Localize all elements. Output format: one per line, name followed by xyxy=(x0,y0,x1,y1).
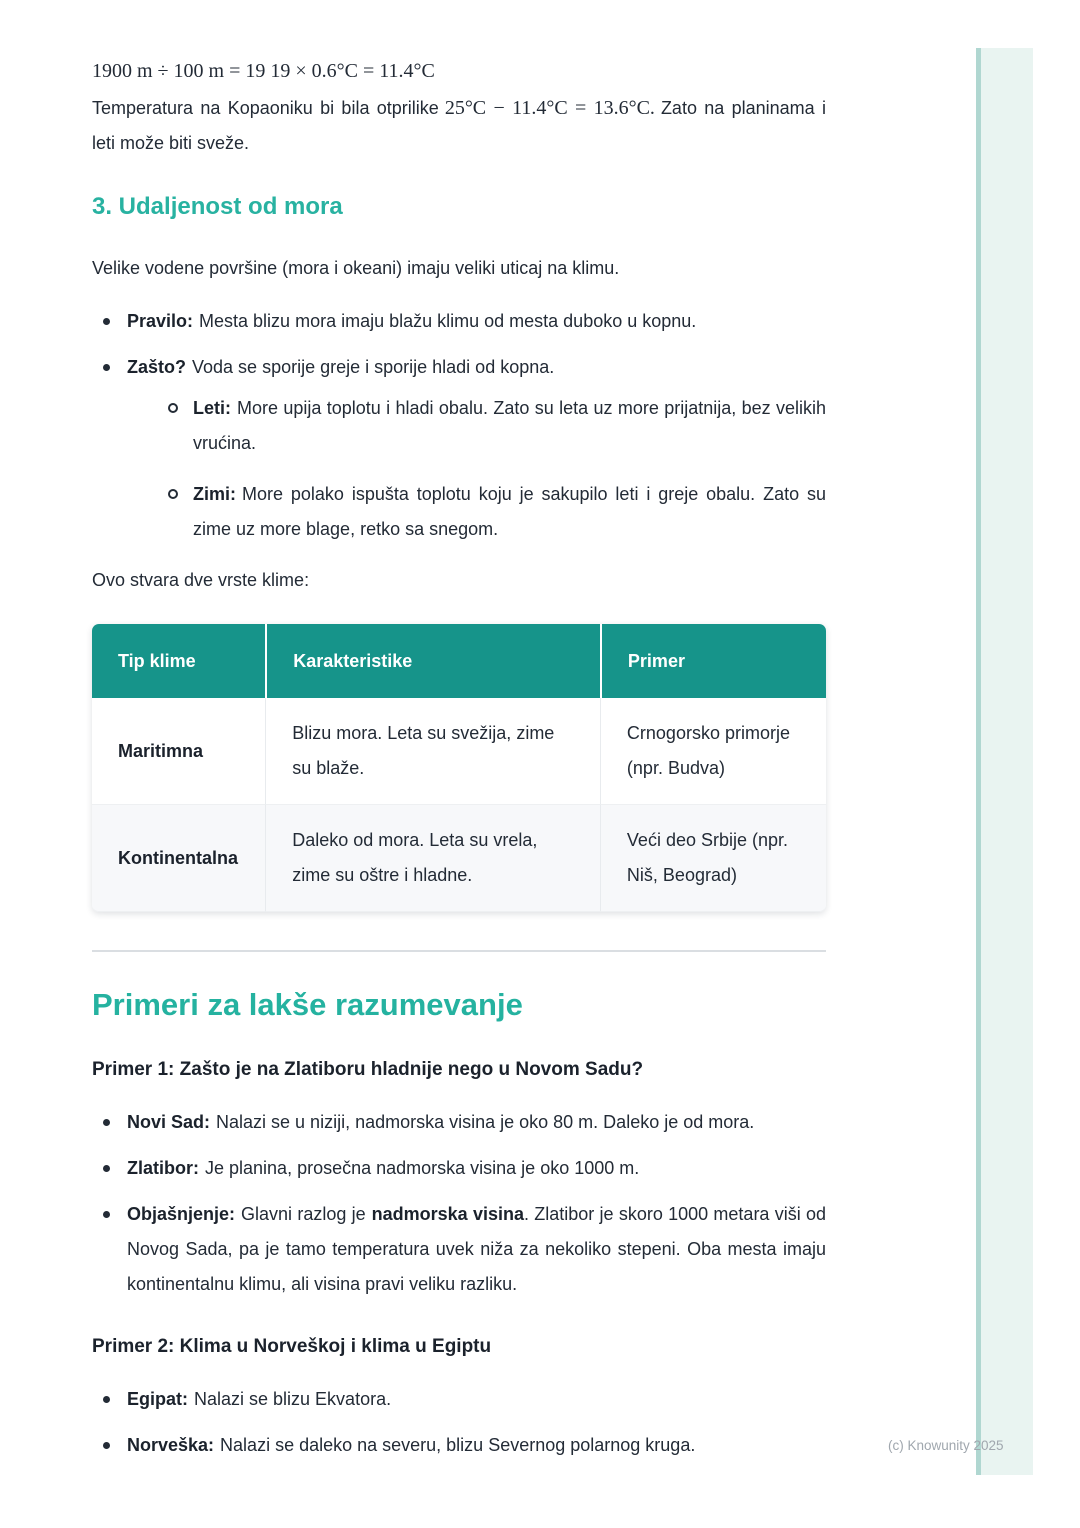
column-header-tip-klime: Tip klime xyxy=(92,624,265,698)
list-item-novi-sad xyxy=(92,1105,826,1140)
sublist-item-zimi xyxy=(160,477,826,547)
list-item-label: Egipat: xyxy=(127,1389,188,1409)
list-item-label: Novi Sad: xyxy=(127,1112,211,1132)
cell-characteristics: Blizu mora. Leta su svežija, zime su blaže. xyxy=(265,698,600,805)
intro-text-suffix: Zato na planinama i leti može biti sveže. xyxy=(92,98,826,153)
example2-list xyxy=(92,1382,826,1463)
list-item-text: Nalazi se blizu Ekvatora. xyxy=(194,1389,392,1409)
cell-example: Crnogorsko primorje (npr. Budva) xyxy=(600,698,826,805)
list-item-label: Objašnjenje: xyxy=(127,1204,236,1224)
list-item-zasto xyxy=(92,350,826,547)
list-item-norveska xyxy=(92,1428,826,1463)
column-header-karakteristike: Karakteristike xyxy=(265,624,600,698)
intro-text-prefix: Temperatura na Kopaoniku bi bila otprilike xyxy=(92,98,439,118)
sublist-item-leti xyxy=(160,391,826,461)
example2-title: Primer 2: Klima u Norveškoj i klima u Egiptu xyxy=(92,1336,492,1357)
examples-main-heading: Primeri za lakše razumevanje xyxy=(92,987,523,1022)
document-content xyxy=(92,54,826,1474)
seasons-sublist xyxy=(127,391,826,547)
decorative-side-strip xyxy=(976,48,1033,1475)
section-lead-paragraph: Velike vodene površine (mora i okeani) imaju veliki uticaj na klimu. xyxy=(92,258,620,278)
list-item-text: Mesta blizu mora imaju blažu klimu od mesta duboko u kopnu. xyxy=(199,311,697,331)
cell-characteristics: Daleko od mora. Leta su vrela, zime su oštre i hladne. xyxy=(265,805,600,912)
copyright-notice: (c) Knowunity 2025 xyxy=(888,1438,1004,1453)
list-item-label: Norveška: xyxy=(127,1435,215,1455)
section-heading-udaljenost: 3. Udaljenost od mora xyxy=(92,193,343,220)
list-item-egipat xyxy=(92,1382,826,1417)
list-item-label: Zašto? xyxy=(127,357,187,377)
rules-list xyxy=(92,304,826,547)
list-item-text: Nalazi se u niziji, nadmorska visina je oko 80 m. Daleko je od mora. xyxy=(216,1112,755,1132)
sublist-item-text: More polako ispušta toplotu koju je sakupilo leti i greje obalu. Zato su zime uz more blage, retko sa snegom. xyxy=(193,484,826,539)
table-header-row xyxy=(92,624,826,698)
list-item-text: Voda se sporije greje i sporije hladi od kopna. xyxy=(192,357,555,377)
list-item-objasnjenje xyxy=(92,1197,826,1302)
column-header-primer: Primer xyxy=(600,624,826,698)
climate-table-container xyxy=(92,624,826,912)
list-item-text: Je planina, prosečna nadmorska visina je oko 1000 m. xyxy=(205,1158,640,1178)
climate-types-table xyxy=(92,624,826,912)
explanation-text-post: . Zlatibor je skoro 1000 metara viši od Novog Sada, pa je tamo temperatura uvek niža za nekoliko stepeni. Oba mesta imaju kontinentalnu klimu, ali visina pravi veliku razliku. xyxy=(127,1204,827,1294)
sublist-item-label: Zimi: xyxy=(193,484,236,504)
table-intro-text: Ovo stvara dve vrste klime: xyxy=(92,570,310,590)
cell-climate-type: Kontinentalna xyxy=(92,805,265,912)
table-row xyxy=(92,805,826,912)
list-item-zlatibor xyxy=(92,1151,826,1186)
intro-math-expression: 25°C − 11.4°C = 13.6°C. xyxy=(444,97,655,119)
intro-paragraph xyxy=(92,91,826,161)
sublist-item-label: Leti: xyxy=(193,398,231,418)
cell-climate-type: Maritimna xyxy=(92,698,265,805)
table-row xyxy=(92,698,826,805)
sublist-item-text: More upija toplotu i hladi obalu. Zato su leta uz more prijatnija, bez velikih vrućina. xyxy=(193,398,826,453)
explanation-text-pre: Glavni razlog je xyxy=(241,1204,366,1224)
example1-title: Primer 1: Zašto je na Zlatiboru hladnije nego u Novom Sadu? xyxy=(92,1059,644,1080)
list-item-pravilo xyxy=(92,304,826,339)
list-item-label: Zlatibor: xyxy=(127,1158,199,1178)
list-item-text: Nalazi se daleko na severu, blizu Severnog polarnog kruga. xyxy=(220,1435,696,1455)
example1-list xyxy=(92,1105,826,1302)
list-item-label: Pravilo: xyxy=(127,311,194,331)
formula-line: 1900 m ÷ 100 m = 19 19 × 0.6°C = 11.4°C xyxy=(92,60,435,82)
explanation-bold-term: nadmorska visina xyxy=(371,1204,524,1224)
cell-example: Veći deo Srbije (npr. Niš, Beograd) xyxy=(600,805,826,912)
section-divider xyxy=(92,950,826,952)
